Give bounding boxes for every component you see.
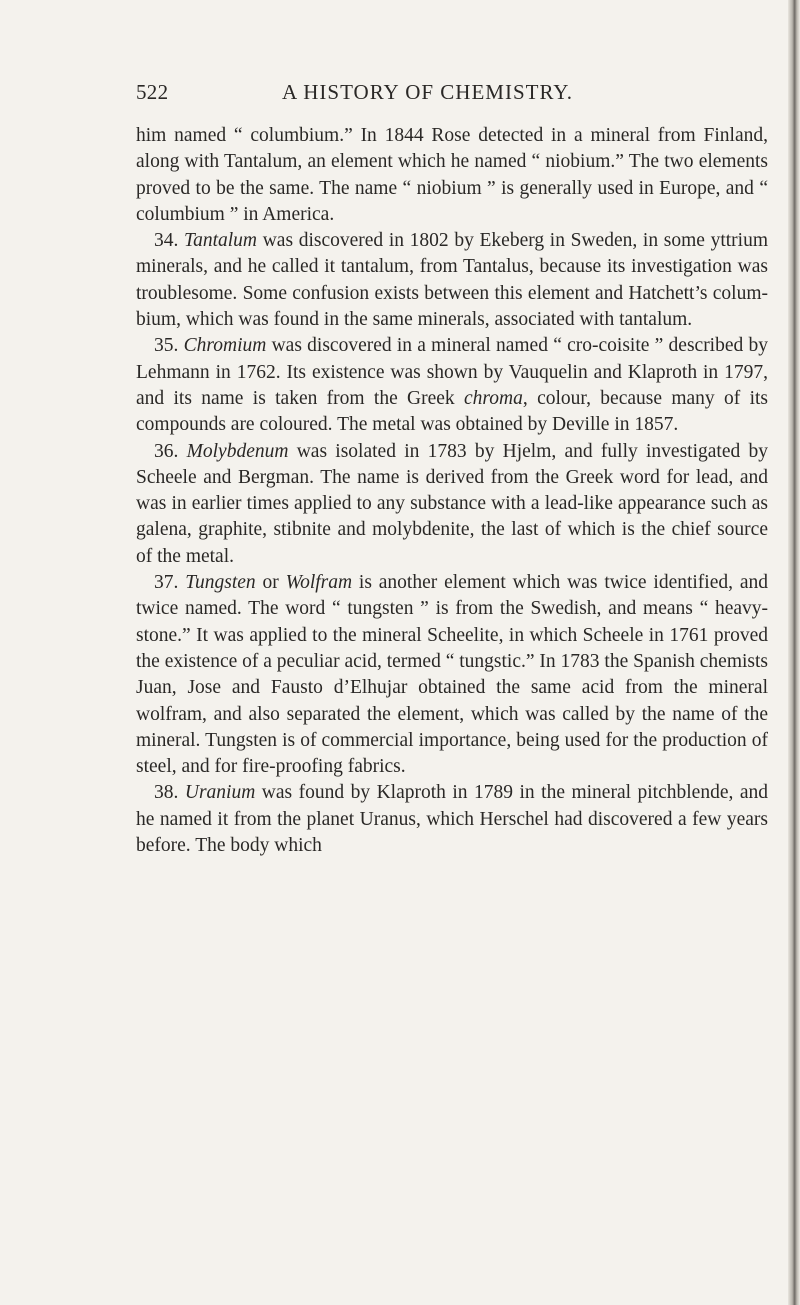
paragraph bbox=[136, 570, 768, 780]
text-run: was found by Klaproth in 1789 in the mineral pitchblende, and he named it from the planet Uranus, which Herschel had discovered a few years before. The body which bbox=[136, 782, 769, 857]
text-run: 38. bbox=[154, 782, 185, 804]
italic-term: Uranium bbox=[184, 782, 256, 804]
text-run: him named “ columbium.” In 1844 Rose detected in a mineral from Finland, along with Tantalum, an element which he named “ niobium.” The two elements proved to be the same. The name “ niobium ” is generally used in Europe, and “ columbium ” in America. bbox=[136, 125, 768, 225]
text-run: 37. bbox=[154, 572, 186, 594]
text-run: was discovered in a mineral named “ cro-coisite ” described by Lehmann in 1762. Its existence was shown by Vauquelin and Klaproth in 1797, and its name is taken from the Greek bbox=[136, 335, 769, 409]
text-run: , colour, because many of its compounds are coloured. The metal was obtained by Deville in 1857. bbox=[136, 387, 768, 436]
italic-term: Wolfram bbox=[285, 572, 353, 594]
text-run: 36. bbox=[154, 440, 187, 462]
text-run: 35. bbox=[154, 335, 184, 357]
page-edge-shadow bbox=[788, 0, 800, 1305]
text-run: 34. bbox=[154, 230, 185, 252]
paragraph bbox=[136, 228, 768, 333]
paragraph bbox=[136, 333, 768, 438]
italic-term: Molybdenum bbox=[186, 440, 289, 462]
text-run: is another element which was twice identified, and twice named. The word “ tungsten ” is from the Swedish, and means “ heavy-stone.” It was applied to the mineral Scheelite, in which Scheele in 1761 proved the existence of a peculiar acid, termed “ tungstic.” In 1783 the Spanish chemists Juan, Jose and Fausto d’Elhujar obtained the same acid from the mineral wolfram, and also separated the element, which was called by the name of the mineral. Tungsten is of commercial importance, being used for the production of steel, and for fire-proofing fabrics. bbox=[136, 572, 768, 778]
paragraph-continuation bbox=[136, 123, 768, 228]
paragraph bbox=[136, 439, 768, 570]
page-header bbox=[136, 80, 768, 112]
text-run: was discovered in 1802 by Ekeberg in Sweden, in some yttrium minerals, and he called it tantalum, from Tantalus, because its investigation was troublesome. Some confusion exists between this element and Hatchett’s colum-bium, which was found in the same minerals, associated with tantalum. bbox=[136, 230, 768, 331]
text-run: was isolated in 1783 by Hjelm, and fully investigated by Scheele and Bergman. The name is derived from the Greek word for lead, and was in earlier times applied to any substance with a lead-like appearance such as galena, graphite, stibnite and molybdenite, the last of which is the chief source of the metal. bbox=[136, 440, 768, 567]
italic-term: Tantalum bbox=[184, 230, 258, 252]
italic-term: Tungsten bbox=[185, 572, 256, 594]
paragraph bbox=[136, 780, 768, 859]
running-title: A HISTORY OF CHEMISTRY. bbox=[282, 80, 574, 104]
page-number: 522 bbox=[136, 80, 169, 104]
text-run: or bbox=[255, 572, 286, 594]
body-text bbox=[136, 123, 768, 859]
italic-term: chroma bbox=[464, 387, 523, 409]
italic-term: Chromium bbox=[183, 335, 267, 357]
